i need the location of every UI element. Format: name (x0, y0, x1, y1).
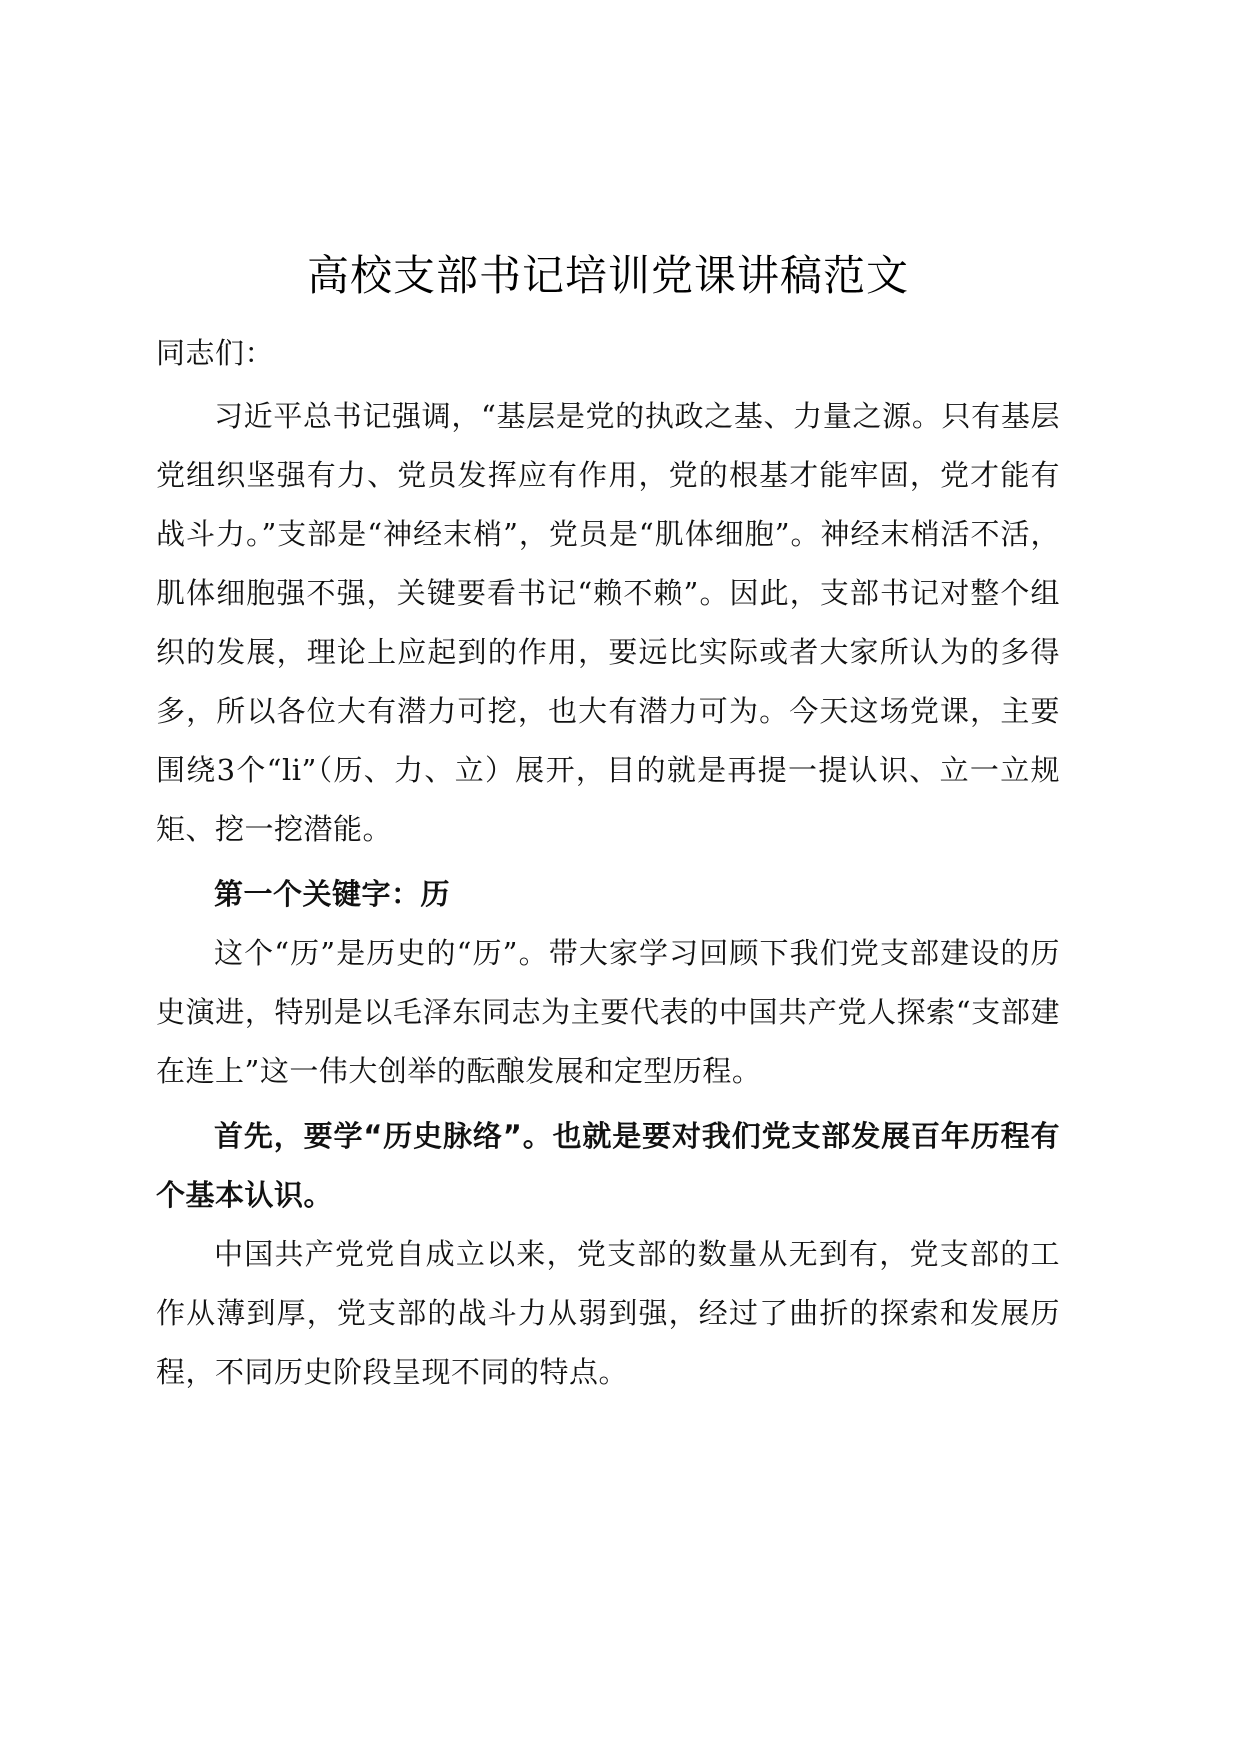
paragraph-development: 中国共产党党自成立以来，党支部的数量从无到有，党支部的工作从薄到厚，党支部的战斗力从弱到强，经过了曲折的探索和发展历程，不同历史阶段呈现不同的特点。 (156, 1237, 1060, 1389)
paragraph-intro: 习近平总书记强调，“基层是党的执政之基、力量之源。只有基层党组织坚强有力、党员发挥应有作用，党的根基才能牢固，党才能有战斗力。”支部是“神经末梢”，党员是“肌体细胞”。神经末梢活不活，肌体细胞强不强，关键要看书记“赖不赖”。因此，支部书记对整个组织的发展，理论上应起到的作用，要远比实际或者大家所认为的多得多，所以各位大有潜力可挖，也大有潜力可为。今天这场党课，主要围绕3个“li”（历、力、立）展开，目的就是再提一提认识、立一立规矩、挖一挖潜能。 (156, 399, 1060, 846)
paragraph-history: 这个“历”是历史的“历”。带大家学习回顾下我们党支部建设的历史演进，特别是以毛泽东同志为主要代表的中国共产党人探索“支部建在连上”这一伟大创举的酝酿发展和定型历程。 (156, 936, 1060, 1088)
document-body (156, 246, 1060, 1402)
heading-history-context: 首先，要学“历史脉络”。也就是要对我们党支部发展百年历程有个基本认识。 (156, 1119, 1060, 1212)
heading-keyword-1: 第一个关键字：历 (214, 877, 451, 911)
document-title: 高校支部书记培训党课讲稿范文 (306, 251, 909, 300)
salutation: 同志们： (156, 336, 275, 370)
